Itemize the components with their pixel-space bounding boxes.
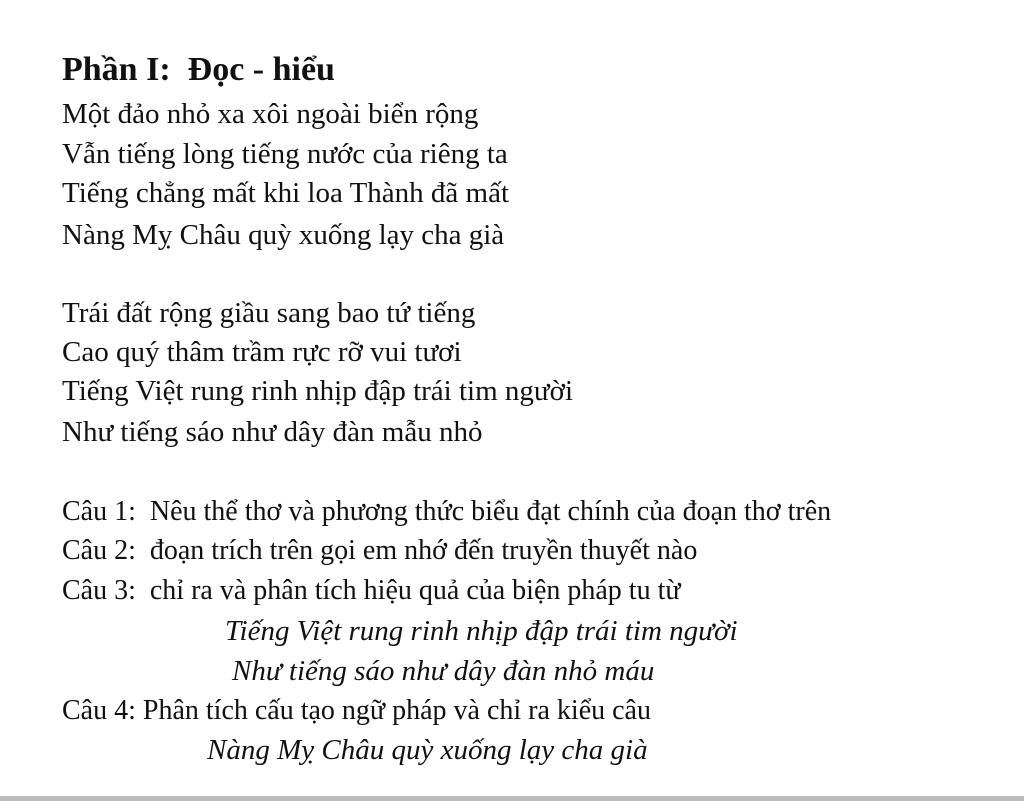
quote-line: Như tiếng sáo như dây đàn nhỏ máu — [232, 655, 655, 687]
question-3: Câu 3: chỉ ra và phân tích hiệu quả của biện pháp tu từ — [62, 575, 681, 606]
poem-line: Một đảo nhỏ xa xôi ngoài biển rộng — [62, 98, 479, 130]
quote-line: Tiếng Việt rung rinh nhịp đập trái tim người — [225, 615, 738, 647]
question-4: Câu 4: Phân tích cấu tạo ngữ pháp và chỉ ra kiểu câu — [62, 695, 651, 726]
poem-line: Tiếng chẳng mất khi loa Thành đã mất — [62, 177, 510, 209]
poem-line: Vẫn tiếng lòng tiếng nước của riêng ta — [62, 138, 508, 170]
poem-line: Tiếng Việt rung rinh nhịp đập trái tim người — [62, 375, 574, 407]
question-2: Câu 2: đoạn trích trên gọi em nhớ đến truyền thuyết nào — [62, 535, 698, 566]
quote-line: Nàng Mỵ Châu quỳ xuống lạy cha già — [207, 734, 648, 766]
poem-line: Như tiếng sáo như dây đàn mẫu nhỏ — [62, 416, 483, 448]
section-heading: Phần I: Đọc - hiểu — [62, 51, 335, 88]
bottom-divider — [0, 796, 1024, 801]
poem-line: Cao quý thâm trầm rực rỡ vui tươi — [62, 336, 462, 368]
poem-line: Nàng Mỵ Châu quỳ xuống lạy cha già — [62, 219, 505, 251]
question-1: Câu 1: Nêu thể thơ và phương thức biểu đạt chính của đoạn thơ trên — [62, 496, 832, 527]
poem-line: Trái đất rộng giầu sang bao tứ tiếng — [62, 297, 476, 329]
